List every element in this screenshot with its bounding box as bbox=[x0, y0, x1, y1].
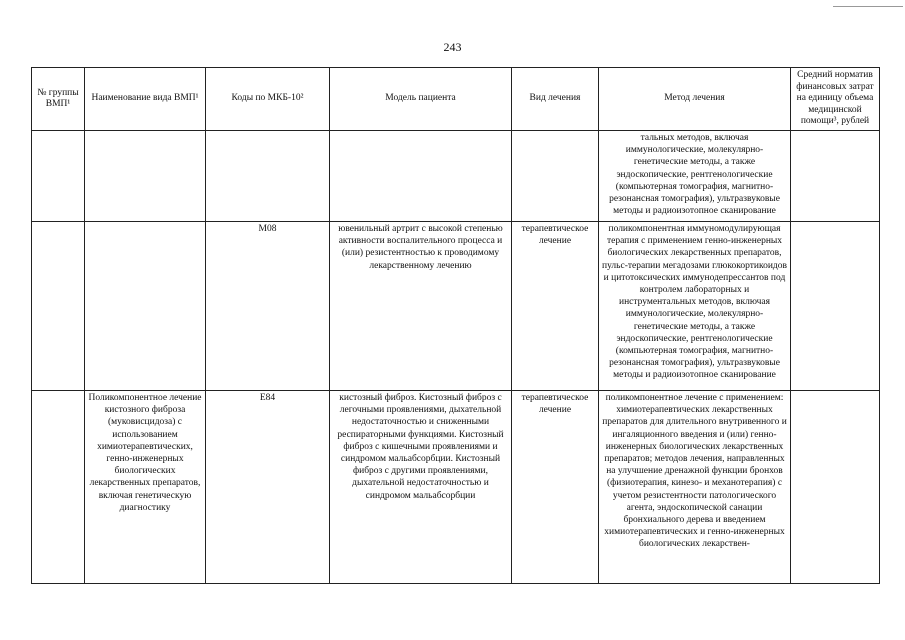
cell-avg-cost bbox=[791, 222, 880, 391]
cell-treatment-type: терапевтическое лечение bbox=[512, 222, 599, 391]
header-treatment-method: Метод лечения bbox=[599, 68, 791, 131]
cell-group-no bbox=[32, 131, 85, 222]
cell-treatment-method: тальных методов, включая иммунологические, молекулярно-генетические методы, а также эндоскопические, рентгенологические (компьютерная томография, магнитно-резонансная томография), ультразвуковые методы и радиоизотопное сканирование bbox=[599, 131, 791, 222]
cell-vmp-name bbox=[85, 131, 206, 222]
cell-icd-code: M08 bbox=[206, 222, 330, 391]
cell-treatment-method: поликомпонентное лечение с применением: химиотерапевтических лекарственных препаратов для длительного внутривенного и ингаляционного введения и (или) генно-инженерных биологических лекарственных препаратов; методов лечения, направленных на улучшение дренажной функции бронхов (физиотерапия, кинезо- и механотерапия) с учетом резистентности патологического агента, эндоскопической санации бронхиального дерева и введением химиотерапевтических и генно-инженерных биологических лекарствен- bbox=[599, 391, 791, 584]
cell-group-no bbox=[32, 222, 85, 391]
table-row bbox=[32, 222, 880, 391]
cell-icd-code: E84 bbox=[206, 391, 330, 584]
cell-vmp-name bbox=[85, 222, 206, 391]
cell-vmp-name: Поликомпонентное лечение кистозного фиброза (муковисцидоза) с использованием химиотерапевтических, генно-инженерных биологических лекарственных препаратов, включая генетическую диагностику bbox=[85, 391, 206, 584]
page-number: 243 bbox=[443, 40, 462, 54]
header-group-no: № группы ВМП¹ bbox=[32, 68, 85, 131]
cell-avg-cost bbox=[791, 131, 880, 222]
cell-treatment-type: терапевтическое лечение bbox=[512, 391, 599, 584]
header-icd-codes: Коды по МКБ-10² bbox=[206, 68, 330, 131]
cell-treatment-method: поликомпонентная иммуномодулирующая терапия с применением генно-инженерных биологических лекарственных препаратов, пульс-терапии мегадозами глюкокортикоидов и цитотоксических иммунодепрессантов под контролем лабораторных и инструментальных методов, включая иммунологические, молекулярно-генетические методы, а также эндоскопические, рентгенологические (компьютерная томография, магнитно-резонансная томография), ультразвуковые методы и радиоизотопное сканирование bbox=[599, 222, 791, 391]
header-treatment-type: Вид лечения bbox=[512, 68, 599, 131]
header-patient-model: Модель пациента bbox=[330, 68, 512, 131]
cell-group-no bbox=[32, 391, 85, 584]
cell-icd-code bbox=[206, 131, 330, 222]
table-row bbox=[32, 391, 880, 584]
cell-patient-model: кистозный фиброз. Кистозный фиброз с легочными проявлениями, дыхательной недостаточностью и сниженными респираторными функциями. Кистозный фиброз с кишечными проявлениями и синдромом мальабсорбции. Кистозный фиброз с другими проявлениями, дыхательной недостаточностью и синдромом мальабсорбции bbox=[330, 391, 512, 584]
vmp-table bbox=[31, 67, 880, 584]
cell-treatment-type bbox=[512, 131, 599, 222]
page-edge-line bbox=[833, 6, 903, 7]
table-header-row bbox=[32, 68, 880, 131]
table-row bbox=[32, 131, 880, 222]
header-avg-cost: Средний норматив финансовых затрат на единицу объема медицинской помощи³, рублей bbox=[791, 68, 880, 131]
cell-patient-model bbox=[330, 131, 512, 222]
header-vmp-name: Наименование вида ВМП¹ bbox=[85, 68, 206, 131]
cell-avg-cost bbox=[791, 391, 880, 584]
cell-patient-model: ювенильный артрит с высокой степенью активности воспалительного процесса и (или) резистентностью к проводимому лекарственному лечению bbox=[330, 222, 512, 391]
